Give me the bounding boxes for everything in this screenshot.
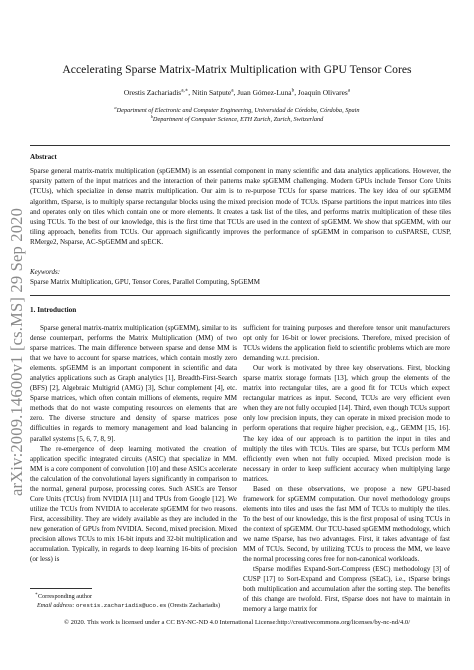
paragraph: Based on these observations, we propose a new GPU-based framework for spGEMM computation. Our novel methodology groups elements into tiles and uses the fast MM of TCUs to multiply the tiles. To the best of our knowledge, this is the first proposal of using TCUs in the context of spGEMM. Our TCU-based spGEMM methodology, which we name tSparse, has two advantages. First, it takes advantage of fast MM of TCUs. Second, by utilizing TCUs to process the MM, we leave the normal processing cores free for non-canonical workloads. [243,484,450,564]
paragraph: The re-emergence of deep learning motivated the creation of application specific integrated circuits (ASIC) that specialize in MM. MM is a core component of convolution [10] and these ASICs accelerate the calculation of the convolutional layers significantly in comparison to the normal, general purpose, processing cores. Such ASICs are Tensor Core Units (TCUs) from NVIDIA [11] and TPUs from Google [12]. We utilize the TCUs from NVIDIA to accelerate spGEMM for two reasons. First, accessibility. They are widely available as they are included in the new generation of GPUs from NVIDIA. Second, mixed precision. Mixed precision allows TCUs to mix 16-bit inputs and 32-bit multiplication and accumulation. Typically, in regards to deep learning 16-bits of precision (or less) is [30,444,237,564]
email-owner: (Orestis Zachariadis) [167,602,221,609]
paragraph: Our work is motivated by three key observations. First, blocking sparse matrix storage formats [13], which group the elements of the matrix into rectangular tiles, are a good fit for TCUs which expect rectangular matrices as input. Second, TCUs are very efficient even when they are not fully occupied [14]. Third, even though TCUs support only low precision inputs, they can operate in mixed precision mode to perform operations that require higher precision, e.g., GEMM [15, 16]. The key idea of our approach is to partition the input in tiles and multiply the tiles with TCUs. Tiles are sparse, but TCUs perform MM efficiently even when not fully occupied. Mixed precision mode is necessary in order to keep sufficient accuracy when multiplying large matrices. [243,364,450,483]
keywords-text: Sparse Matrix Multiplication, GPU, Tensor Cores, Parallel Computing, SpGEMM [30,278,260,286]
paragraph: tSparse modifies Expand-Sort-Compress (ESC) methodology [3] of CUSP [17] to Sort-Expand and Compress (SEaC), i.e., tSparse brings both multiplication and accumulation after the sorting step. The benefits of this change are twofold. First, tSparse does not have to maintain in memory a large matrix for [243,565,450,614]
affiliation-text: Department of Electronic and Computer Engineering, Universidad de Córdoba, Córdoba, Spain [116,107,360,114]
license-notice: © 2020. This work is licensed under a CC BY-NC-ND 4.0 International License:http://creativecommons.org/licenses/by-nc-nd/4.0/ [63,619,411,626]
footnote-mark: ∗ [35,590,38,596]
affiliation-mark: b [150,113,153,119]
author-name: , Juan Gómez-Luna [233,88,292,97]
paragraph: Sparse general matrix-matrix multiplication (spGEMM), similar to its dense counterpart, performs the Matrix Multiplication (MM) of two sparse matrices. The main difference between sparse and dense MM is that we have to account for sparse matrices, which contain mostly zero elements. spGEMM is an important component in scientific and data analytics applications such as Graph analytics [1], Breadth-First-Search (BFS) [2], Algebraic Multigrid (AMG) [3], Schur complement [4], etc. Sparse matrices, which often contain millions of elements, require MM methods that do not waste computing resources on elements that are zero. The diverse structure and density of sparse matrices pose difficulties in regards to memory management and load balancing in parallel systems [5, 6, 7, 8, 9]. [30,324,237,443]
keywords-heading: Keywords: [30,268,61,276]
divider [30,145,450,146]
author-name: Orestis Zachariadis [123,88,182,97]
author-name: , Nitin Satpute [188,88,232,97]
author-mark: a,∗ [181,87,189,94]
author-mark: a [347,87,351,94]
email-label: Email address: [37,602,75,609]
author-name: , Joaquín Olivares [294,88,348,97]
author-mark: b [291,87,295,94]
author-mark: a [231,87,234,94]
affiliation-b [0,113,474,123]
abstract-text: Sparse general matrix-matrix multiplication (spGEMM) is an essential component in many scientific and data analytics applications. However, the sparsity pattern of the input matrices and the interaction of their patterns make spGEMM challenging. Modern GPUs include Tensor Core Units (TCUs), which specialize in dense matrix multiplication. Our aim is to re-purpose TCUs for sparse matrices. The key idea of our spGEMM algorithm, tSparse, is to multiply sparse rectangular blocks using the mixed precision mode of TCUs. tSparse partitions the input matrices into tiles and operates only on tiles which contain one or more elements. It creates a task list of the tiles, and performs matrix multiplication of these tiles using TCUs. To the best of our knowledge, this is the first time that TCUs are used in the context of spGEMM. We show that spGEMM, with our tiling approach, benefits from TCUs. Our approach significantly improves the performance of spGEMM in comparison to cuSPARSE, CUSP, RMerge2, Nsparse, AC-SpGEMM and spECK. [30,167,451,247]
abstract-heading: Abstract [30,153,57,161]
footnote-email [37,602,220,609]
divider [30,295,450,296]
paper-title: Accelerating Sparse Matrix-Matrix Multiplication with GPU Tensor Cores [62,63,412,76]
footnote-divider [30,588,92,589]
arxiv-identifier: arXiv:2009.14600v1 [cs.MS] 29 Sep 2020 [7,207,26,496]
author-list [0,88,474,97]
affiliation-mark: a [114,104,117,110]
affiliation-a [0,104,474,114]
email-address[interactable]: orestis.zachariadis@uco.es [75,602,167,609]
affiliation-text: Department of Computer Science, ETH Zurich, Zurich, Switzerland [152,116,324,123]
section-heading: 1. Introduction [30,306,77,314]
left-column [30,323,237,564]
footnote-corresponding [35,590,93,600]
paragraph: sufficient for training purposes and therefore tensor unit manufacturers opt only for 16-bit or lower precisions. Therefore, mixed precision of TCUs widens the application field to scientific problems which are more demanding w.r.t. precision. [243,324,450,363]
footnote-text: Corresponding author [37,593,93,600]
right-column [243,323,450,614]
